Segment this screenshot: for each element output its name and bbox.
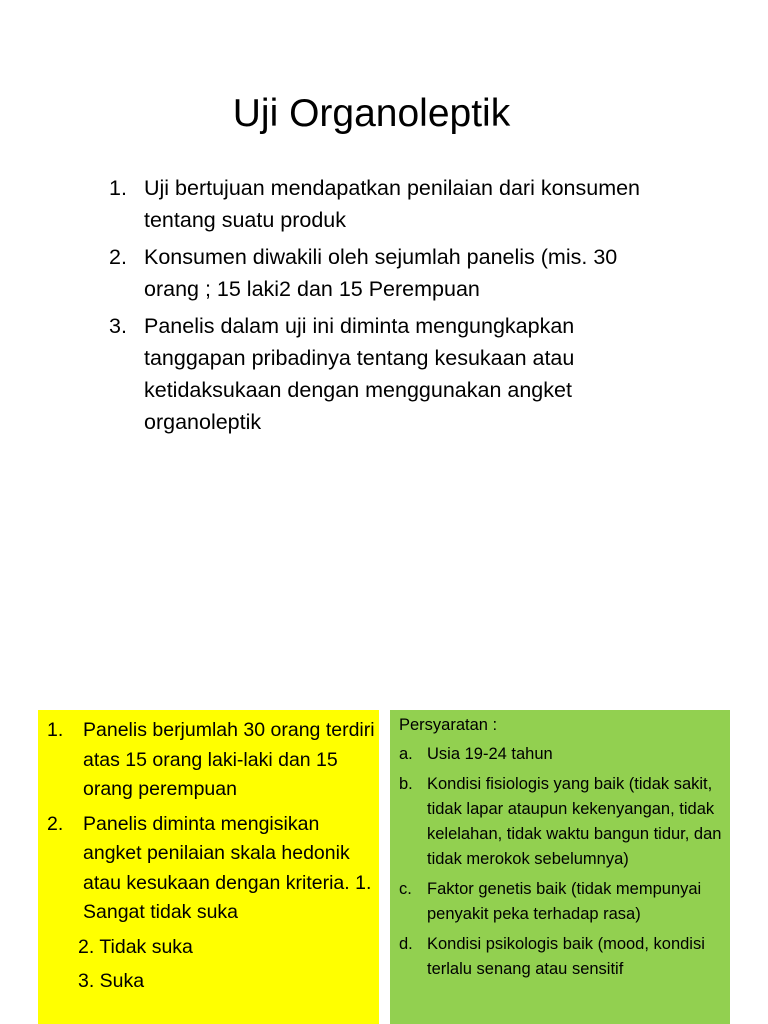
list-item (109, 310, 669, 438)
list-item (390, 932, 730, 982)
list-number: 1. (47, 719, 64, 741)
list-text: Konsumen diwakili oleh sejumlah panelis (mis. 30 orang ; 15 laki2 dan 15 Perempuan (144, 245, 618, 301)
list-item (109, 172, 669, 236)
list-text: Uji bertujuan mendapatkan penilaian dari konsumen tentang suatu produk (144, 176, 641, 232)
list-number: 2. (109, 245, 127, 269)
panelist-info-box (38, 710, 379, 1024)
list-number: 2. (47, 812, 64, 835)
list-text: Usia 19-24 tahun (427, 745, 553, 763)
list-letter: a. (399, 745, 413, 763)
list-number: 1. (109, 176, 127, 200)
slide-title: Uji Organoleptik (232, 92, 511, 135)
list-item (390, 772, 730, 872)
list-item (109, 241, 669, 305)
list-item (390, 742, 730, 767)
list-letter: d. (399, 935, 413, 953)
panelist-list (38, 716, 379, 928)
list-text: Panelis dalam uji ini diminta mengungkapkan tanggapan pribadinya tentang kesukaan atau ketidaksukaan dengan menggunakan angket organoleptik (144, 314, 575, 434)
requirements-list (390, 742, 730, 982)
list-item (38, 810, 379, 928)
list-item (390, 877, 730, 927)
requirements-header: Persyaratan : (399, 716, 498, 734)
requirements-box (390, 710, 730, 1024)
list-text: Panelis berjumlah 30 orang terdiri atas 15 orang laki-laki dan 15 orang perempuan (83, 719, 375, 800)
scale-option: 3. Suka (78, 970, 145, 992)
list-item (38, 716, 379, 805)
list-letter: c. (399, 880, 412, 898)
scale-option: 2. Tidak suka (78, 935, 193, 958)
list-text: Panelis diminta mengisikan angket penilaian skala hedonik atau kesukaan dengan kriteria. 1. Sangat tidak suka (83, 812, 372, 923)
list-text: Kondisi fisiologis yang baik (tidak sakit, tidak lapar ataupun kekenyangan, tidak kelelahan, tidak waktu bangun tidur, dan tidak merokok sebelumnya) (427, 775, 722, 868)
list-text: Faktor genetis baik (tidak mempunyai penyakit peka terhadap rasa) (427, 880, 702, 923)
list-letter: b. (399, 775, 413, 793)
list-text: Kondisi psikologis baik (mood, kondisi terlalu senang atau sensitif (427, 935, 705, 978)
list-number: 3. (109, 314, 127, 338)
main-numbered-list (109, 172, 669, 443)
